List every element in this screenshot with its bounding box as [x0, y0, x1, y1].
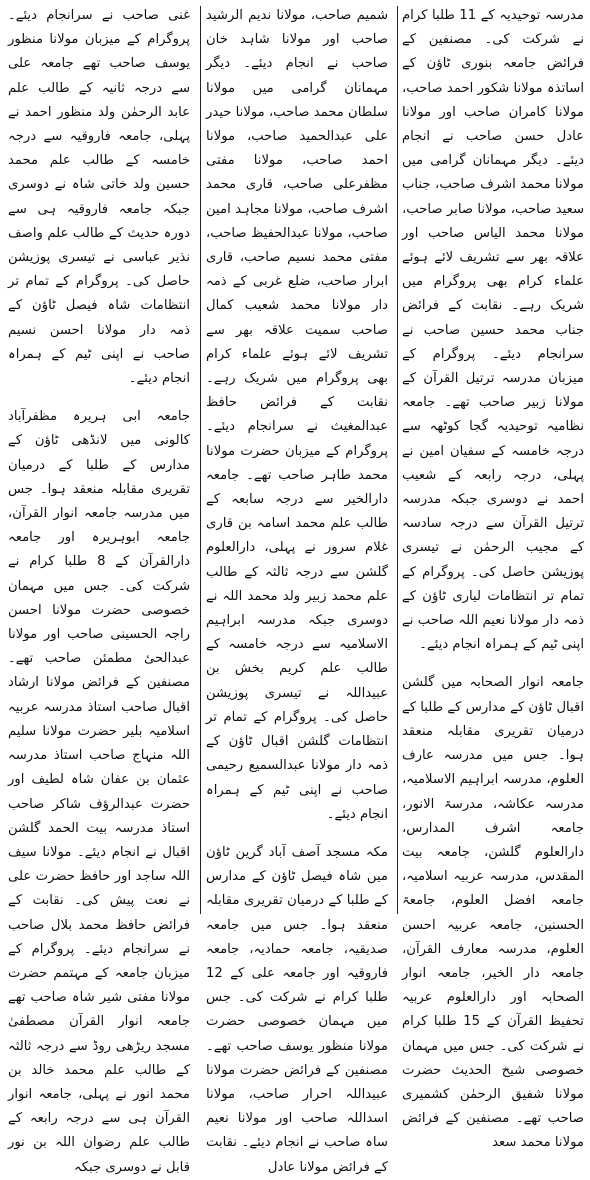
paragraph-shah-faisal-result: غنی صاحب نے سرانجام دیئے۔ پروگرام کے میزبان مولانا منظور یوسف صاحب تھے جامعہ علی سے درجہ ثانیہ کے طالب علم عابد الرحمٰن ولد منظور احمد نے پہلی، جامعہ فاروقیہ سے درجہ خامسہ کے طالب علم محمد حسین ولد خاتی شاہ نے دوسری جبکہ جامعہ فاروقیہ ہی سے دورہ حدیث کے طالب علم واصف نذیر عباسی نے تیسری پوزیشن حاصل کی۔ پروگرام کے تمام تر انتظامات شاہ فیصل ٹاؤن کے ذمہ دار مولانا احسن نسیم صاحب نے اپنی ٹیم کے ہمراہ انجام دیئے۔ [8, 8, 190, 387]
paragraph-tauheediya-result: مدرسہ توحیدیہ کے 11 طلبا کرام نے شرکت کی۔ مصنفین کے فرائض جامعہ بنوری ٹاؤن کے اساتذہ مولانا شکور احمد صاحب، مولانا کامران صاحب اور مولانا عادل حسن صاحب نے انجام دیئے۔ دیگر مہمانان گرامی میں مولانا محمد اشرف صاحب، جناب سعید صاحب، مولانا صابر صاحب، مولانا محمد الیاس صاحب اور علاقہ بھر سے تشریف لائے ہوئے علماء کرام بھی پروگرام میں شریک رہے۔ نقابت کے فرائض جناب محمد حسین صاحب نے سرانجام دیئے۔ پروگرام کے میزبان مدرسہ ترتیل القرآن کے مولانا زبیر صاحب تھے۔ جامعہ نظامیہ توحیدیہ گجا کوٹھہ سے درجہ خامسہ کے سفیان امین نے پہلی، درجہ رابعہ کے شعیب احمد نے دوسری جبکہ مدرسہ ترتیل القرآن سے درجہ سادسہ کے مجیب الرحمٰن نے تیسری پوزیشن حاصل کی۔ پروگرام کے تمام تر انتظامات لیاری ٹاؤن کے ذمہ دار مولانا نعیم اللہ صاحب نے اپنی ٹیم کے ہمراہ انجام دیئے۔ [402, 8, 584, 653]
article-column-left [8, 4, 190, 1175]
article-column-middle [206, 4, 388, 1175]
paragraph-gulshan-iqbal-result: شمیم صاحب، مولانا ندیم الرشید صاحب اور مولانا شاہد خان صاحب نے انجام دیئے۔ دیگر مہمانان گرامی میں مولانا سلطان محمد صاحب، مولانا حیدر علی عبدالحمید صاحب، مولانا احمد صاحب، مولانا مفتی مظفرعلی صاحب، قاری محمد اشرف صاحب، مولانا مجاہد امین صاحب، مولانا عبدالحفیظ صاحب، مفتی محمد نسیم صاحب، قاری ابرار صاحب، ضلع غربی کے ذمہ دار مولانا محمد شعیب کمال صاحب سمیت علاقہ بھر سے تشریف لائے ہوئے علماء کرام بھی پروگرام میں شریک رہے۔ نقابت کے فرائض حافظ عبدالمغیث نے سرانجام دیئے۔ پروگرام کے میزبان حضرت مولانا محمد طاہر صاحب تھے۔ جامعہ دارالخیر سے درجہ سابعہ کے طالب علم محمد اسامہ بن قاری غلام سرور نے پہلی، دارالعلوم گلشن سے درجہ ثالثہ کے طالب علم محمد زبیر ولد محمد اللہ نے دوسری جبکہ مدرسہ ابراہیم الاسلامیہ سے درجہ خامسہ کے طالب علم کریم بخش بن عبیداللہ نے تیسری پوزیشن حاصل کی۔ پروگرام کے تمام تر انتظامات گلشن اقبال ٹاؤن کے ذمہ دار مولانا عبدالسمیع رحیمی صاحب نے اپنی ٹیم کے ہمراہ انجام دیئے۔ [206, 8, 388, 822]
column-divider [397, 6, 398, 914]
column-divider [200, 6, 201, 914]
article-column-right [402, 4, 584, 1151]
paragraph-anwar-ul-sahaba-contest: جامعہ انوار الصحابہ میں گلشن اقبال ٹاؤن کے مدارس کے طلبا کے درمیان تقریری مقابلہ منعقد ہوا۔ جس میں مدرسہ عارف العلوم، مدرسہ ابراہیم الاسلامیہ، مدرسہ عکاشہ، مدرسۃ الانور، جامعہ اشرف المدارس، دارالعلوم گلشن، جامعہ بیت المقدس، مدرسہ عربیہ اسلامیہ، جامعہ افضل العلوم، جامعۃ الحسنین، جامعہ عربیہ احسن العلوم، مدرسہ معارف القرآن، جامعہ دار الخیر، جامعہ انوار الصحابہ اور دارالعلوم عربیہ تحفیظ القرآن کے 15 طلبا کرام نے شرکت کی۔ جس میں مہمان خصوصی شیخ الحدیث حضرت مولانا شفیق الرحمٰن کشمیری صاحب تھے۔ مصنفین کے فرائض مولانا محمد سعد [402, 675, 584, 1151]
paragraph-abi-huraira-contest: جامعہ ابی ہریرہ مظفرآباد کالونی میں لانڈھی ٹاؤن کے مدارس کے طلبا کے درمیان تقریری مقابلہ منعقد ہوا۔ جس میں مدرسہ جامعہ انوار القرآن، جامعہ ابوہریرہ اور جامعہ دارالقرآن کے 8 طلبا کرام نے شرکت کی۔ جس میں مہمان خصوصی حضرت مولانا احسن راجہ الحسینی صاحب اور مولانا عبدالحیٔ مطمئن صاحب تھے۔ مصنفین کے فرائض مولانا ارشاد اقبال صاحب استاذ مدرسہ عربیہ اسلامیہ بلیر حضرت مولانا سلیم اللہ منہاج صاحب استاذ مدرسہ عثمان بن عفان شاہ لطیف اور حضرت عبدالرؤف شاکر صاحب استاذ مدرسہ بیت الحمد گلشن اقبال نے انجام دیئے۔ مولانا سیف اللہ ساجد اور حافظ حضرت علی نے نعت پیش کی۔ نقابت کے فرائض حافظ محمد بلال صاحب نے سرانجام دیئے۔ پروگرام کے میزبان جامعہ کے مہتمم حضرت مولانا مفتی شیر شاہ صاحب تھے جامعہ انوار القرآن مصطفیٰ مسجد ریڑھی روڈ سے درجہ ثالثہ کے طالب علم محمد خالد بن محمد انور نے پہلی، جامعہ انوار القرآن ہی سے درجہ رابعہ کے طالب علم رضوان اللہ بن نور قابل نے دوسری جبکہ [8, 409, 190, 1175]
paragraph-makkah-masjid-contest: مکہ مسجد آصف آباد گرین ٹاؤن میں شاہ فیصل ٹاؤن کے مدارس کے طلبا کے درمیان تقریری مقابلہ منعقد ہوا۔ جس میں جامعہ صدیقیہ، جامعہ حمادیہ، جامعہ فاروقیہ اور جامعہ علی کے 12 طلبا کرام نے شرکت کی۔ جس میں مہمان خصوصی حضرت مولانا منظور یوسف صاحب تھے۔ مصنفین کے فرائض حضرت مولانا عبیداللہ احرار صاحب، مولانا اسداللہ صاحب اور مولانا نعیم ساہ صاحب نے انجام دیئے۔ نقابت کے فرائض مولانا عادل [206, 844, 388, 1175]
